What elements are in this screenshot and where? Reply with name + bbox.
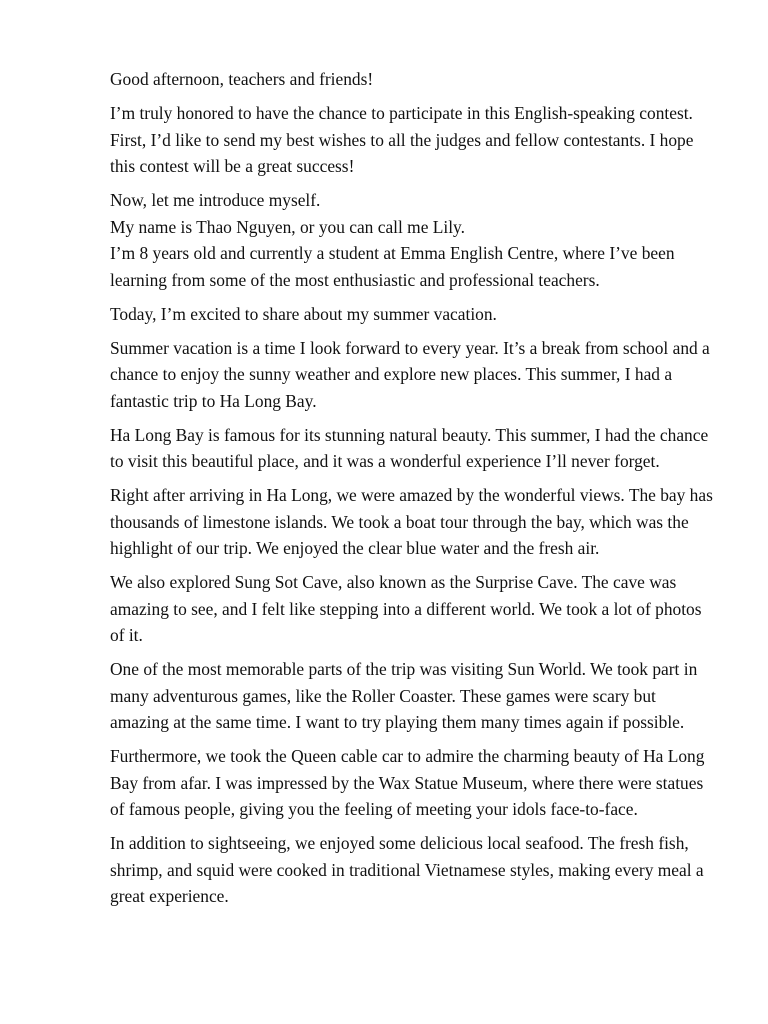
today-paragraph: Today, I’m excited to share about my summer vacation.	[110, 303, 497, 324]
intro-line: I’m 8 years old and currently a student at Emma English Centre, where I’ve been learning from some of the most enthusiastic and professional teachers.	[110, 243, 675, 290]
cave-paragraph: We also explored Sung Sot Cave, also known as the Surprise Cave. The cave was amazing to see, and I felt like stepping into a different world. We took a lot of photos of it.	[110, 572, 702, 645]
sunworld-paragraph: One of the most memorable parts of the trip was visiting Sun World. We took part in many adventurous games, like the Roller Coaster. These games were scary but amazing at the same time. I want to try playing them many times again if possible.	[110, 659, 698, 732]
halong-paragraph: Ha Long Bay is famous for its stunning natural beauty. This summer, I had the chance to visit this beautiful place, and it was a wonderful experience I’ll never forget.	[110, 424, 709, 471]
greeting-paragraph: Good afternoon, teachers and friends!	[110, 69, 374, 89]
arriving-paragraph: Right after arriving in Ha Long, we were amazed by the wonderful views. The bay has thousands of limestone islands. We took a boat tour through the bay, which was the highlight of our trip. We enjoyed the clear blue water and the fresh air.	[110, 485, 713, 558]
intro-line: My name is Thao Nguyen, or you can call me Lily.	[110, 216, 465, 237]
seafood-paragraph: In addition to sightseeing, we enjoyed some delicious local seafood. The fresh fish, shrimp, and squid were cooked in traditional Vietnamese styles, making every meal a great experience.	[110, 833, 704, 906]
cablecar-paragraph: Furthermore, we took the Queen cable car to admire the charming beauty of Ha Long Bay from afar. I was impressed by the Wax Statue Museum, where there were statues of famous people, giving you the feeling of meeting your idols face-to-face.	[110, 746, 705, 819]
honored-paragraph: I’m truly honored to have the chance to participate in this English-speaking contest. First, I’d like to send my best wishes to all the judges and fellow contestants. I hope this contest will be a great success!	[110, 103, 694, 176]
document-page	[110, 66, 715, 917]
summer-paragraph: Summer vacation is a time I look forward to every year. It’s a break from school and a chance to enjoy the sunny weather and explore new places. This summer, I had a fantastic trip to Ha Long Bay.	[110, 337, 710, 411]
introduction-paragraph	[110, 187, 715, 293]
intro-line: Now, let me introduce myself.	[110, 190, 321, 210]
